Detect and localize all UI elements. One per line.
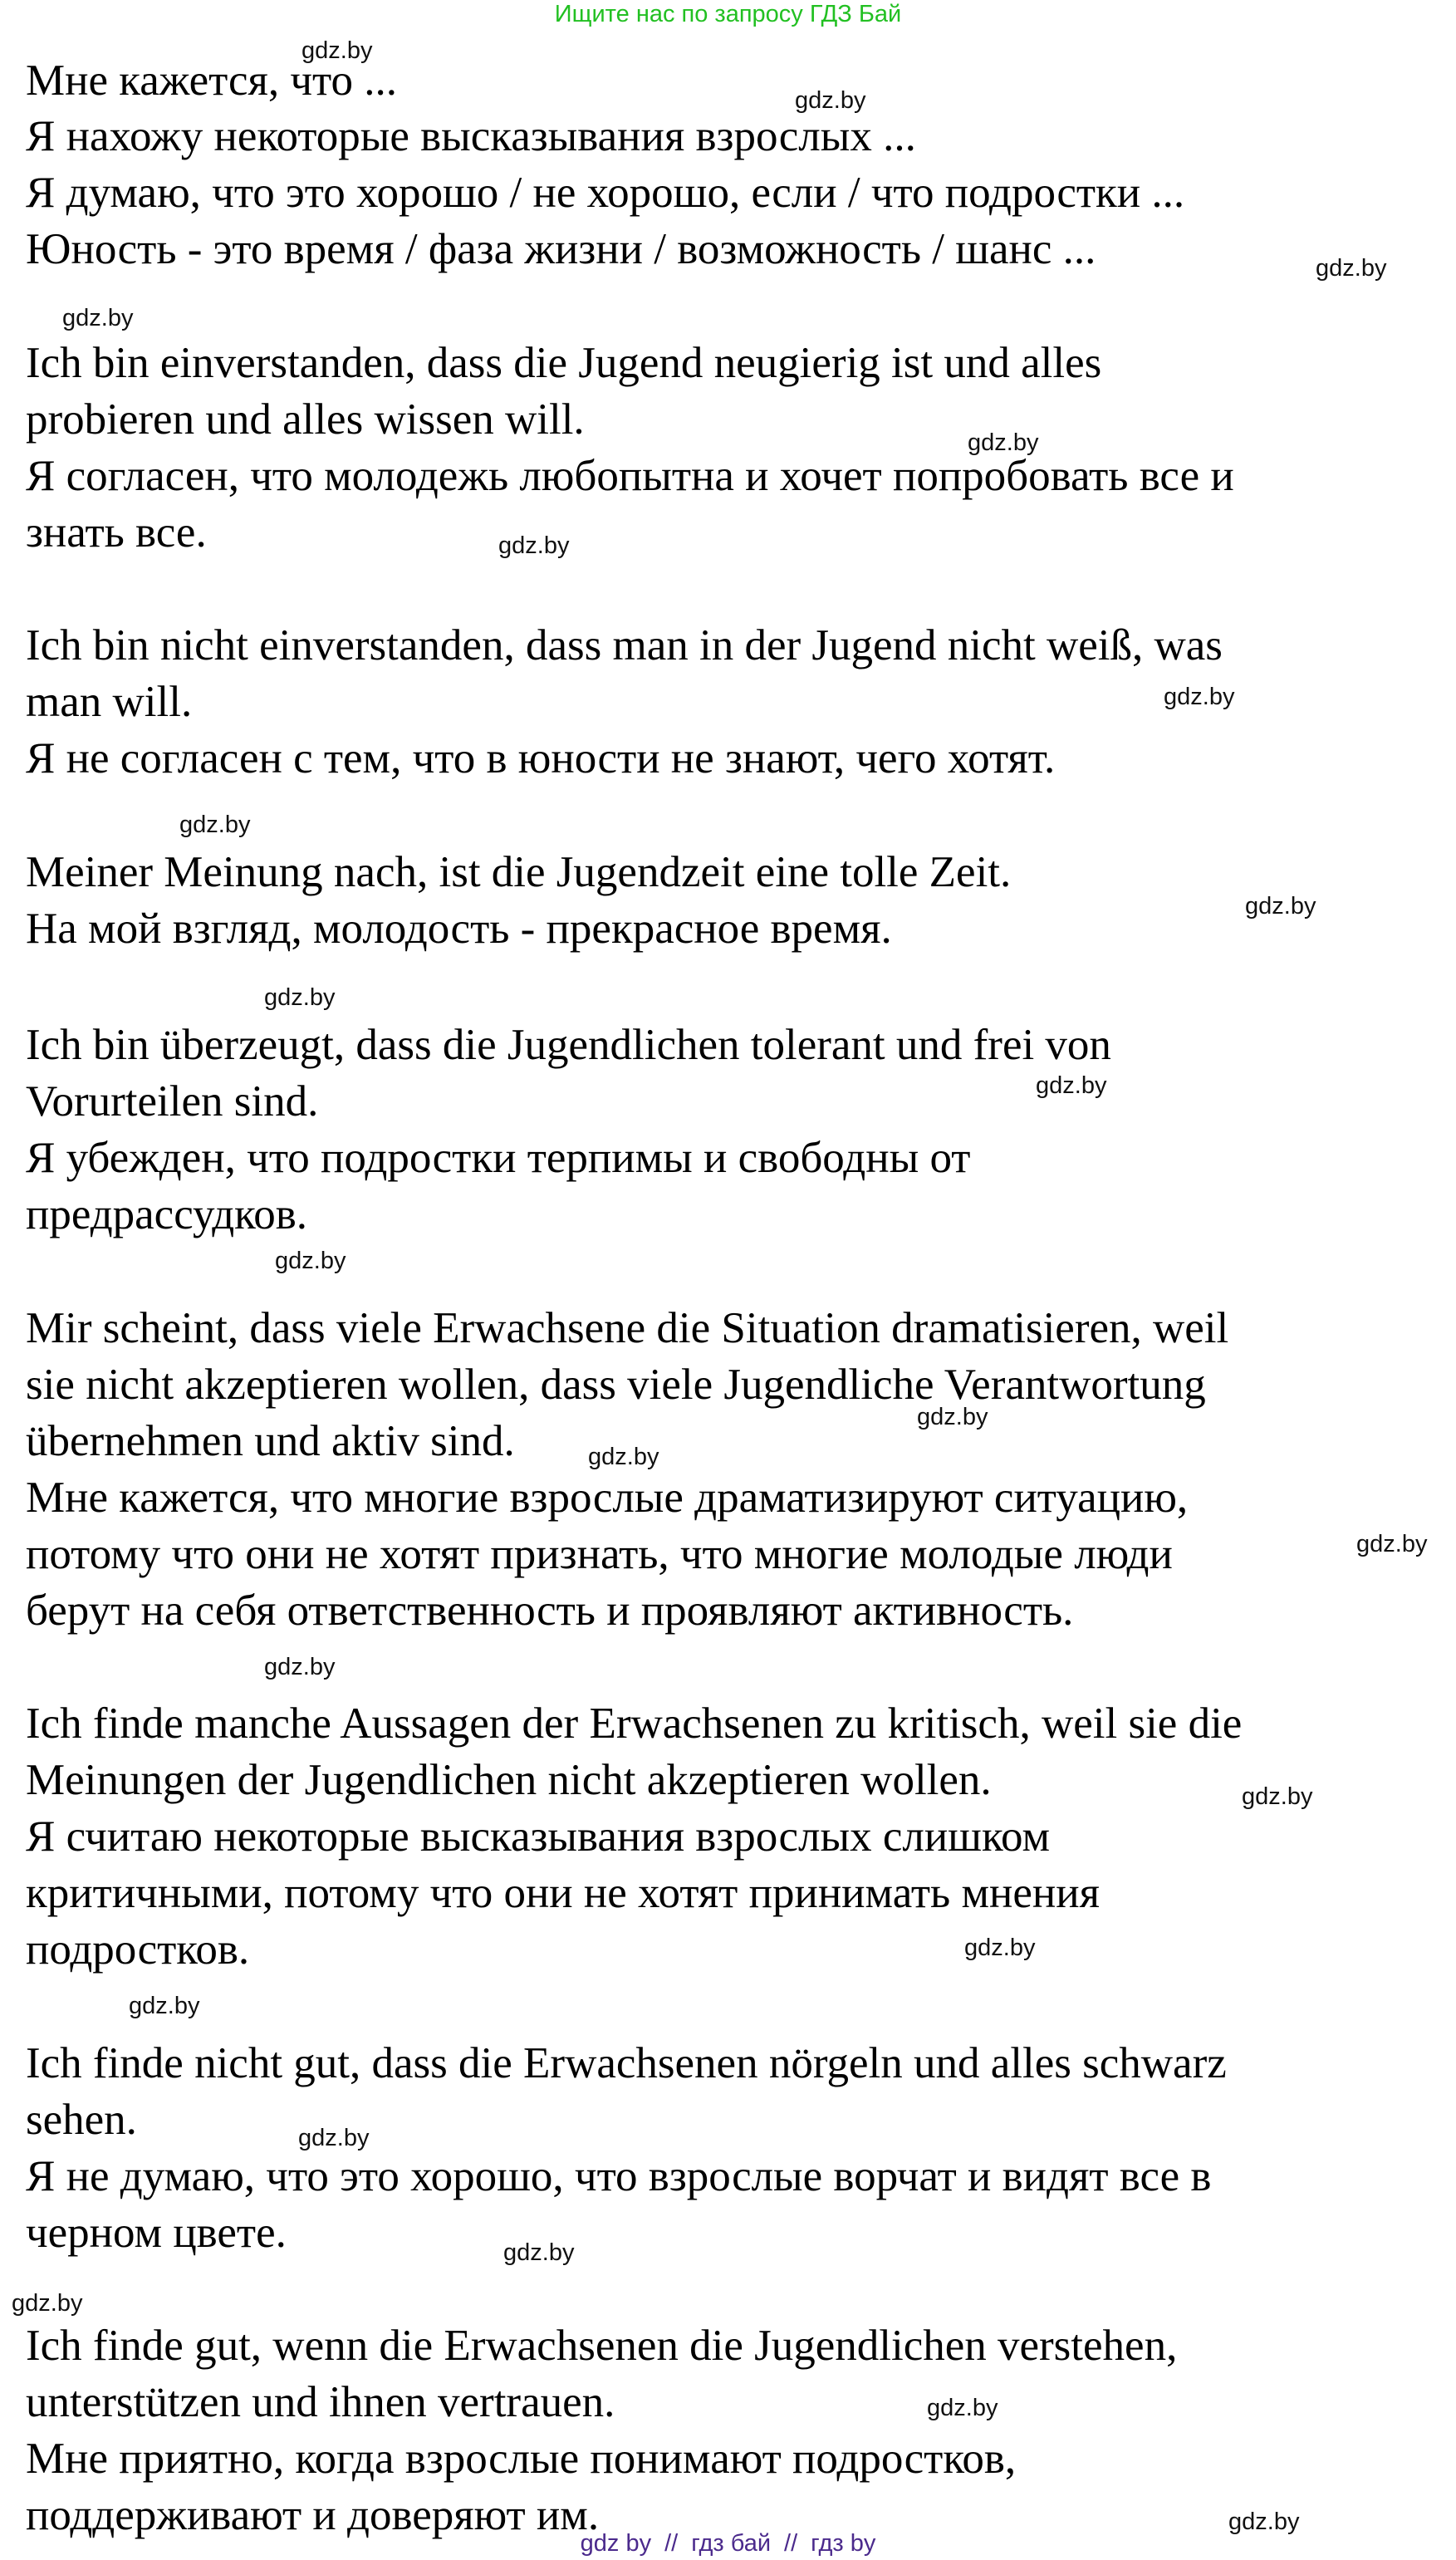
text-line: Mir scheint, dass viele Erwachsene die Situation dramatisieren, weil	[26, 1304, 1229, 1352]
watermark: gdz.by	[179, 812, 251, 838]
footer-link-gdz-by[interactable]: gdz by	[580, 2530, 652, 2557]
text-line: Я согласен, что молодежь любопытна и хочет попробовать все и	[26, 452, 1234, 500]
text-line: Ich bin überzeugt, dass die Jugendlichen tolerant und frei von	[26, 1021, 1111, 1069]
watermark: gdz.by	[588, 1444, 659, 1470]
text-line: Ich finde gut, wenn die Erwachsenen die Jugendlichen verstehen,	[26, 2322, 1178, 2370]
text-line: Мне приятно, когда взрослые понимают подростков,	[26, 2435, 1017, 2483]
text-line: Мне кажется, что ...	[26, 56, 398, 105]
watermark: gdz.by	[1356, 1531, 1428, 1557]
text-line: Мне кажется, что многие взрослые драматизируют ситуацию,	[26, 1474, 1189, 1522]
watermark: gdz.by	[12, 2290, 83, 2317]
text-line: Я считаю некоторые высказывания взрослых слишком	[26, 1812, 1051, 1861]
text-line: man will.	[26, 678, 193, 726]
text-line: sie nicht akzeptieren wollen, dass viele Jugendliche Verantwortung	[26, 1361, 1206, 1409]
text-line: поддерживают и доверяют им.	[26, 2491, 600, 2539]
watermark: gdz.by	[1228, 2509, 1300, 2535]
watermark: gdz.by	[129, 1993, 200, 2019]
text-line: unterstützen und ihnen vertrauen.	[26, 2378, 615, 2426]
text-line: Я не согласен с тем, что в юности не знают, чего хотят.	[26, 734, 1056, 782]
text-line: Я нахожу некоторые высказывания взрослых ...	[26, 112, 916, 160]
text-line: probieren und alles wissen will.	[26, 395, 585, 444]
text-line: подростков.	[26, 1925, 250, 1974]
watermark: gdz.by	[275, 1248, 346, 1274]
footer-links	[0, 2529, 1456, 2558]
watermark: gdz.by	[264, 1654, 336, 1680]
text-line: На мой взгляд, молодость - прекрасное время.	[26, 905, 892, 953]
text-line: sehen.	[26, 2096, 137, 2144]
text-line: предрассудков.	[26, 1190, 307, 1238]
text-line: критичными, потому что они не хотят принимать мнения	[26, 1869, 1100, 1917]
text-line: Vorurteilen sind.	[26, 1077, 319, 1126]
footer-separator: //	[664, 2530, 679, 2557]
watermark: gdz.by	[917, 1404, 988, 1430]
search-hint-link[interactable]: Ищите нас по запросу ГДЗ Бай	[554, 1, 902, 27]
watermark: gdz.by	[795, 87, 866, 114]
text-line: потому что они не хотят признать, что многие молодые люди	[26, 1530, 1173, 1578]
footer-link-gdz-bai[interactable]: гдз бай	[691, 2530, 772, 2557]
watermark: gdz.by	[1036, 1072, 1107, 1099]
text-line: Ich bin nicht einverstanden, dass man in der Jugend nicht weiß, was	[26, 621, 1223, 669]
watermark: gdz.by	[1242, 1783, 1313, 1810]
watermark: gdz.by	[264, 984, 336, 1011]
text-line: Ich finde manche Aussagen der Erwachsenen zu kritisch, weil sie die	[26, 1699, 1243, 1748]
text-line: Я не думаю, что это хорошо, что взрослые ворчат и видят все в	[26, 2152, 1212, 2200]
watermark: gdz.by	[1245, 893, 1316, 920]
watermark: gdz.by	[62, 305, 134, 331]
text-line: Я убежден, что подростки терпимы и свободны от	[26, 1134, 971, 1182]
text-line: Я думаю, что это хорошо / не хорошо, если / что подростки ...	[26, 169, 1185, 217]
watermark: gdz.by	[301, 37, 373, 64]
watermark: gdz.by	[503, 2239, 575, 2266]
watermark: gdz.by	[1316, 255, 1387, 282]
text-line: Ich finde nicht gut, dass die Erwachsenen nörgeln und alles schwarz	[26, 2039, 1227, 2087]
watermark: gdz.by	[498, 532, 570, 559]
text-line: Юность - это время / фаза жизни / возможность / шанс ...	[26, 225, 1096, 273]
text-line: знать все.	[26, 508, 207, 557]
watermark: gdz.by	[927, 2395, 998, 2421]
footer-separator: //	[784, 2530, 798, 2557]
text-line: übernehmen und aktiv sind.	[26, 1417, 515, 1465]
text-line: берут на себя ответственность и проявляют активность.	[26, 1587, 1074, 1635]
text-line: Ich bin einverstanden, dass die Jugend neugierig ist und alles	[26, 339, 1102, 387]
footer-link-gdz-by-cyr[interactable]: гдз by	[811, 2530, 876, 2557]
text-line: Meinungen der Jugendlichen nicht akzeptieren wollen.	[26, 1756, 992, 1804]
watermark: gdz.by	[964, 1935, 1036, 1961]
watermark: gdz.by	[1164, 684, 1235, 710]
text-line: черном цвете.	[26, 2209, 287, 2257]
watermark: gdz.by	[298, 2125, 370, 2151]
text-line: Meiner Meinung nach, ist die Jugendzeit eine tolle Zeit.	[26, 848, 1012, 896]
watermark: gdz.by	[968, 429, 1039, 456]
